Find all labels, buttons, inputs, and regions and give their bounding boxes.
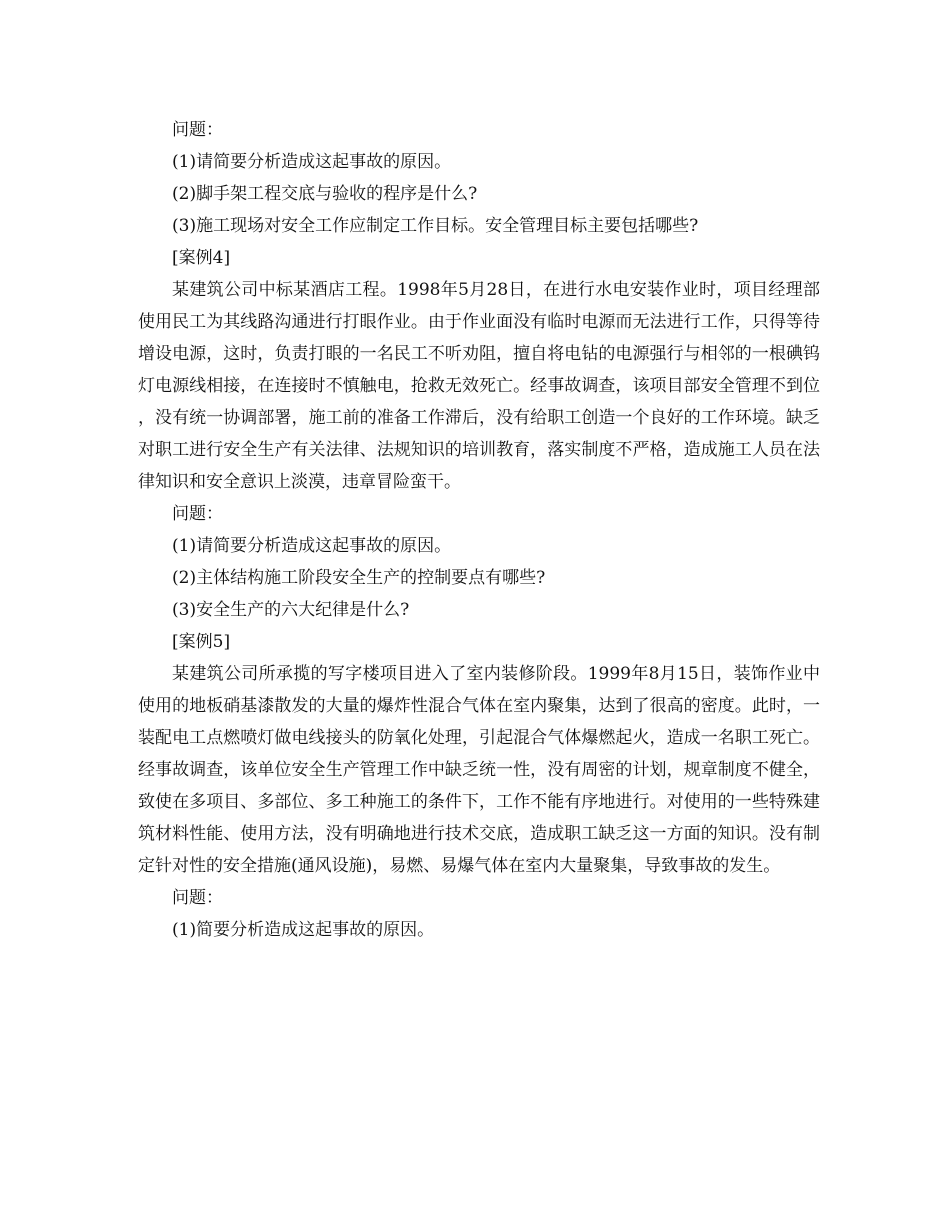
case-paragraph: 某建筑公司中标某酒店工程。1998年5月28日，在进行水电安装作业时，项目经理部使用民工为其线路沟通进行打眼作业。由于作业面没有临时电源而无法进行工作，只得等待增设电源，这时，负责打眼的一名民工不听劝阻，擅自将电钻的电源强行与相邻的一根碘钨灯电源线相接，在连接时不慎触电，抢救无效死亡。经事故调查，该项目部安全管理不到位，没有统一协调部署，施工前的准备工作滞后，没有给职工创造一个良好的工作环境。缺乏对职工进行安全生产有关法律、法规知识的培训教育，落实制度不严格，造成施工人员在法律知识和安全意识上淡漠，违章冒险蛮干。 xyxy=(138,280,820,492)
question-heading: 问题： xyxy=(172,888,223,908)
question-item: (2)脚手架工程交底与验收的程序是什么? xyxy=(172,184,478,204)
case-heading: [案例4] xyxy=(172,248,231,268)
question-item: (1)请简要分析造成这起事故的原因。 xyxy=(172,536,452,556)
question-item: (3)施工现场对安全工作应制定工作目标。安全管理目标主要包括哪些? xyxy=(172,216,699,236)
question-item: (1)简要分析造成这起事故的原因。 xyxy=(172,920,435,940)
question-item: (2)主体结构施工阶段安全生产的控制要点有哪些? xyxy=(172,568,546,588)
document-body xyxy=(138,114,820,946)
question-item: (3)安全生产的六大纪律是什么? xyxy=(172,600,410,620)
question-heading: 问题： xyxy=(172,120,223,140)
case-heading: [案例5] xyxy=(172,632,231,652)
case-paragraph: 某建筑公司所承揽的写字楼项目进入了室内装修阶段。1999年8月15日，装饰作业中使用的地板硝基漆散发的大量的爆炸性混合气体在室内聚集，达到了很高的密度。此时，一装配电工点燃喷灯做电线接头的防氧化处理，引起混合气体爆燃起火，造成一名职工死亡。经事故调查，该单位安全生产管理工作中缺乏统一性，没有周密的计划，规章制度不健全，致使在多项目、多部位、多工种施工的条件下，工作不能有序地进行。对使用的一些特殊建筑材料性能、使用方法，没有明确地进行技术交底，造成职工缺乏这一方面的知识。没有制定针对性的安全措施(通风设施)，易燃、易爆气体在室内大量聚集，导致事故的发生。 xyxy=(138,664,820,876)
question-item: (1)请简要分析造成这起事故的原因。 xyxy=(172,152,452,172)
question-heading: 问题： xyxy=(172,504,223,524)
